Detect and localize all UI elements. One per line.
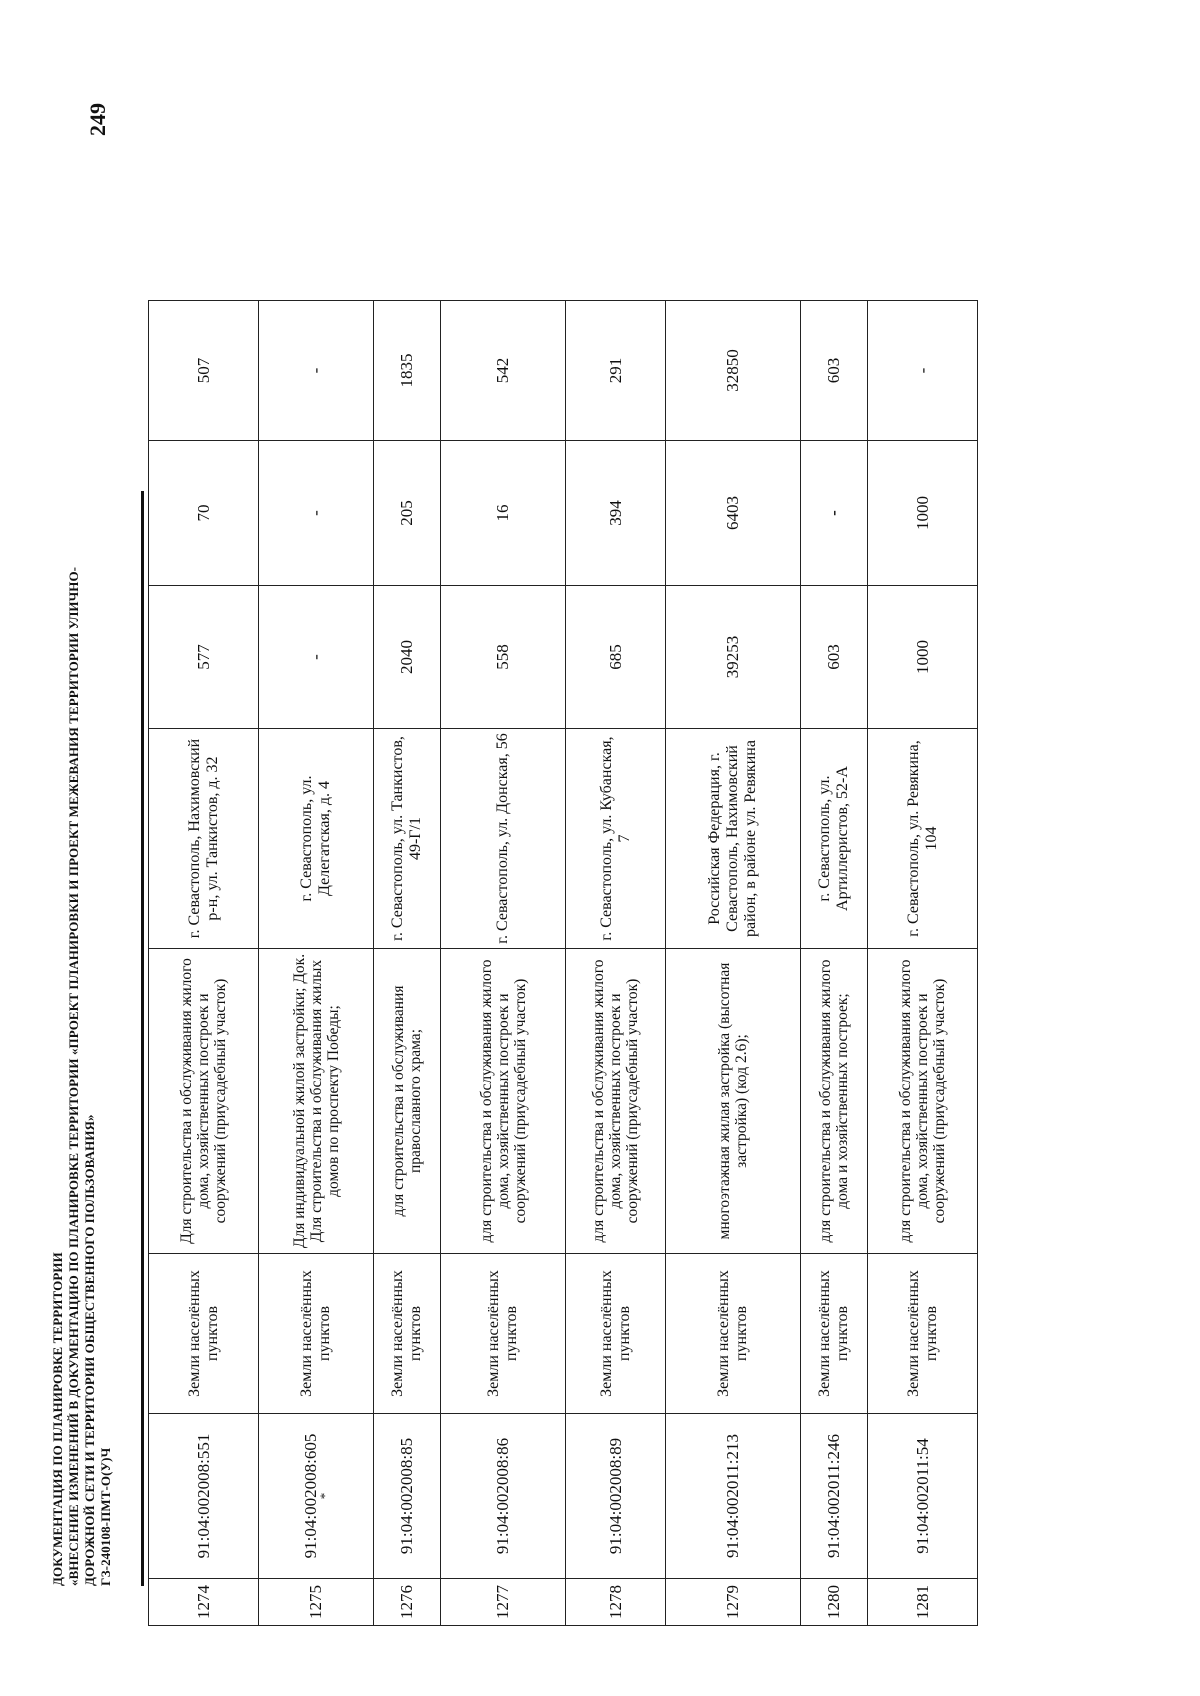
area-total: 603 xyxy=(801,586,868,729)
row-number: 1275 xyxy=(259,1579,374,1626)
area-total: 685 xyxy=(566,586,666,729)
table-row xyxy=(666,301,801,1626)
area-remaining: 542 xyxy=(441,301,566,441)
address: г. Севастополь, ул. Донская, 56 xyxy=(441,729,566,949)
row-number: 1276 xyxy=(374,1579,441,1626)
table-row xyxy=(868,301,978,1626)
address: г. Севастополь, Нахимовский р-н, ул. Танкистов, д. 32 xyxy=(149,729,259,949)
area-part: 205 xyxy=(374,441,441,586)
row-number: 1274 xyxy=(149,1579,259,1626)
permitted-use: Для строительства и обслуживания жилого дома, хозяйственных построек и сооружений (приусадебный участок) xyxy=(149,949,259,1254)
table-row xyxy=(441,301,566,1626)
land-category: Земли населённых пунктов xyxy=(566,1254,666,1414)
address: г. Севастополь, ул. Артиллеристов, 52-А xyxy=(801,729,868,949)
land-category: Земли населённых пунктов xyxy=(666,1254,801,1414)
cadastral-number: 91:04:002008:551 xyxy=(149,1414,259,1579)
address: г. Севастополь, ул. Танкистов, 49-Г/1 xyxy=(374,729,441,949)
header-line: «ВНЕСЕНИЕ ИЗМЕНЕНИЙ В ДОКУМЕНТАЦИЮ ПО ПЛАНИРОВКЕ ТЕРРИТОРИИ «ПРОЕКТ ПЛАНИРОВКИ И ПРОЕКТ МЕЖЕВАНИЯ ТЕРРИТОРИИ УЛИЧНО- xyxy=(66,566,81,1586)
table-row xyxy=(566,301,666,1626)
permitted-use: для строительства и обслуживания жилого дома, хозяйственных построек и сооружений (приусадебный участок) xyxy=(441,949,566,1254)
area-total: 558 xyxy=(441,586,566,729)
area-remaining: 32850 xyxy=(666,301,801,441)
permitted-use: для строительства и обслуживания жилого дома и хозяйственных построек; xyxy=(801,949,868,1254)
address: г. Севастополь, ул. Кубанская, 7 xyxy=(566,729,666,949)
header-rule xyxy=(141,491,144,1586)
cadastral-number: 91:04:002008:85 xyxy=(374,1414,441,1579)
area-total: 1000 xyxy=(868,586,978,729)
table-row xyxy=(374,301,441,1626)
area-part: - xyxy=(801,441,868,586)
row-number: 1281 xyxy=(868,1579,978,1626)
area-remaining: 1835 xyxy=(374,301,441,441)
document-header xyxy=(50,236,114,1586)
area-total: - xyxy=(259,586,374,729)
area-part: - xyxy=(259,441,374,586)
cadastral-number: 91:04:002011:213 xyxy=(666,1414,801,1579)
land-category: Земли населённых пунктов xyxy=(259,1254,374,1414)
land-plots-table xyxy=(148,300,978,1626)
permitted-use: Для индивидуальной жилой застройки; Док. Для строительства и обслуживания жилых домов по проспекту Победы; xyxy=(259,949,374,1254)
page-number: 249 xyxy=(85,103,110,136)
area-part: 6403 xyxy=(666,441,801,586)
table-row xyxy=(259,301,374,1626)
permitted-use: для строительства и обслуживания жилого дома, хозяйственных построек и сооружений (приусадебный участок) xyxy=(868,949,978,1254)
land-category: Земли населённых пунктов xyxy=(801,1254,868,1414)
cadastral-number-cell xyxy=(259,1414,374,1579)
area-part: 1000 xyxy=(868,441,978,586)
land-category: Земли населённых пунктов xyxy=(868,1254,978,1414)
row-number: 1279 xyxy=(666,1579,801,1626)
area-total: 577 xyxy=(149,586,259,729)
area-remaining: - xyxy=(868,301,978,441)
area-part: 70 xyxy=(149,441,259,586)
area-remaining: 507 xyxy=(149,301,259,441)
cadastral-number: 91:04:002008:86 xyxy=(441,1414,566,1579)
row-number: 1277 xyxy=(441,1579,566,1626)
address: г. Севастополь, ул. Ревякина, 104 xyxy=(868,729,978,949)
table-row xyxy=(149,301,259,1626)
permitted-use: многоэтажная жилая застройка (высотная застройка) (код 2.6); xyxy=(666,949,801,1254)
address: Российская Федерация, г. Севастополь, Нахимовский район, в районе ул. Ревякина xyxy=(666,729,801,949)
area-total: 2040 xyxy=(374,586,441,729)
footnote-mark: * xyxy=(317,1492,332,1500)
land-category: Земли населённых пунктов xyxy=(374,1254,441,1414)
area-total: 39253 xyxy=(666,586,801,729)
header-line: ДОКУМЕНТАЦИЯ ПО ПЛАНИРОВКЕ ТЕРРИТОРИИ xyxy=(50,1252,65,1586)
address: г. Севастополь, ул. Делегатская, д. 4 xyxy=(259,729,374,949)
row-number: 1280 xyxy=(801,1579,868,1626)
area-part: 16 xyxy=(441,441,566,586)
area-remaining: - xyxy=(259,301,374,441)
land-category: Земли населённых пунктов xyxy=(149,1254,259,1414)
land-category: Земли населённых пунктов xyxy=(441,1254,566,1414)
table-row xyxy=(801,301,868,1626)
cadastral-number: 91:04:002011:246 xyxy=(801,1414,868,1579)
cadastral-number: 91:04:002008:605 xyxy=(301,1433,320,1559)
header-line: ГЗ-240108-ПМТ-О(У)Ч xyxy=(98,1447,113,1586)
area-remaining: 603 xyxy=(801,301,868,441)
cadastral-number: 91:04:002011:54 xyxy=(868,1414,978,1579)
area-part: 394 xyxy=(566,441,666,586)
row-number: 1278 xyxy=(566,1579,666,1626)
header-line: ДОРОЖНОЙ СЕТИ И ТЕРРИТОРИИ ОБЩЕСТВЕННОГО ПОЛЬЗОВАНИЯ» xyxy=(82,1114,97,1586)
area-remaining: 291 xyxy=(566,301,666,441)
permitted-use: для строительства и обслуживания жилого дома, хозяйственных построек и сооружений (приусадебный участок) xyxy=(566,949,666,1254)
cadastral-number: 91:04:002008:89 xyxy=(566,1414,666,1579)
permitted-use: для строительства и обслуживания православного храма; xyxy=(374,949,441,1254)
